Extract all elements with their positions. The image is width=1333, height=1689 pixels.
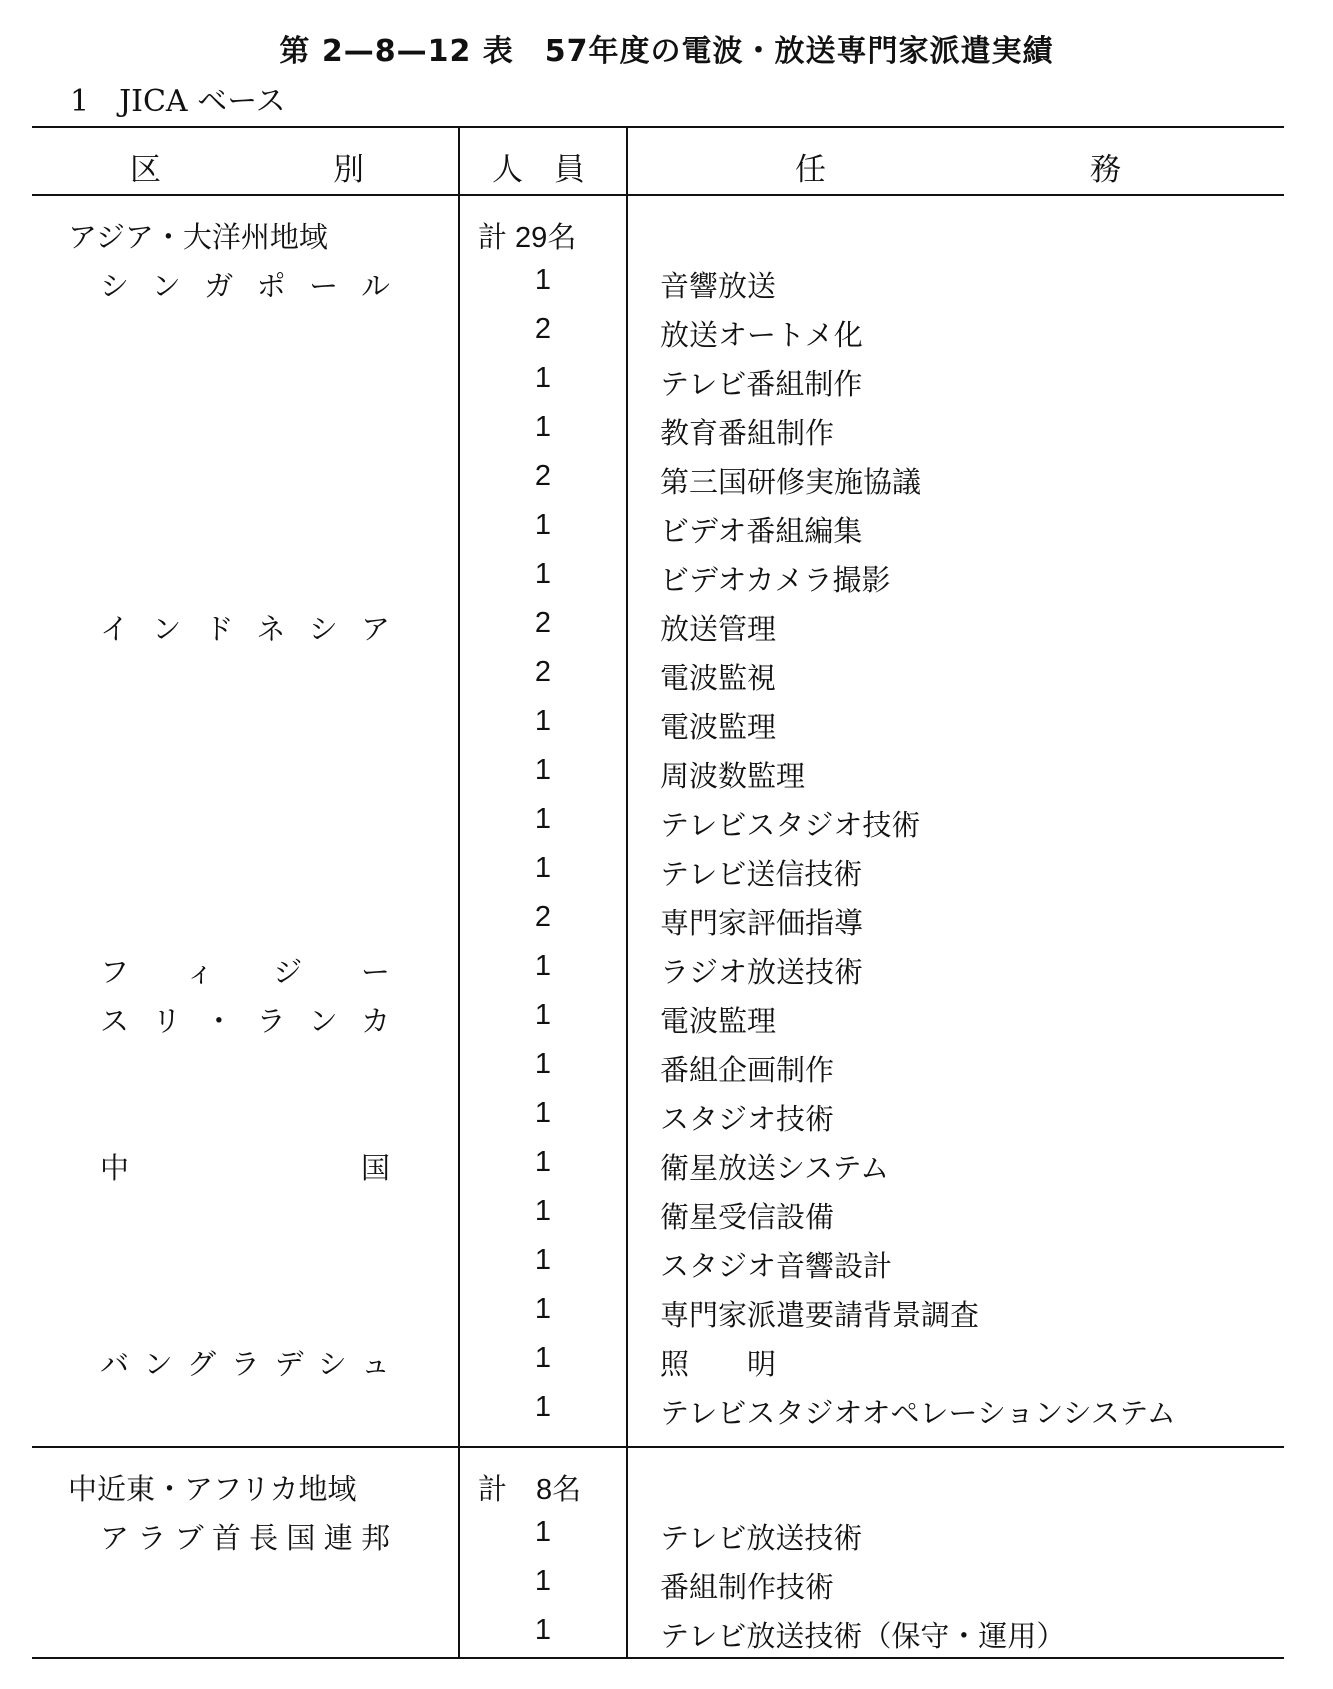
country-label: シンガポール	[100, 269, 390, 303]
table-row	[0, 1287, 1333, 1336]
task-cell: ラジオ放送技術	[660, 955, 864, 989]
table-row	[0, 454, 1333, 503]
task-cell: テレビ放送技術（保守・運用）	[660, 1619, 1066, 1653]
task-cell: 放送管理	[660, 612, 777, 646]
task-cell: スタジオ音響設計	[660, 1249, 893, 1283]
header-personnel: 人 員	[492, 152, 585, 188]
table-row	[0, 307, 1333, 356]
table-row	[0, 1559, 1333, 1608]
country-label: バングラデシュ	[100, 1347, 390, 1381]
count-cell: 1	[534, 362, 552, 394]
count-cell: 1	[534, 509, 552, 541]
region-label: 中近東・アフリカ地域	[68, 1472, 357, 1506]
region-total: 計 8名	[478, 1474, 582, 1506]
task-cell: 電波監理	[660, 1004, 777, 1038]
table-row	[0, 503, 1333, 552]
table-row	[0, 209, 1333, 258]
count-cell: 1	[534, 1195, 552, 1227]
task-cell: テレビ送信技術	[660, 857, 863, 891]
count-cell: 1	[534, 950, 552, 982]
table-row	[0, 1042, 1333, 1091]
count-cell: 1	[534, 1097, 552, 1129]
task-cell: 専門家派遣要請背景調査	[660, 1298, 980, 1332]
count-cell: 1	[534, 1146, 552, 1178]
table-row	[0, 405, 1333, 454]
country-label: スリ・ランカ	[100, 1004, 390, 1038]
count-cell: 2	[534, 607, 552, 639]
count-cell: 2	[534, 313, 552, 345]
table-row	[0, 1238, 1333, 1287]
count-cell: 1	[534, 1516, 552, 1548]
table-row	[0, 699, 1333, 748]
task-cell: 番組企画制作	[660, 1053, 835, 1087]
country-label: インドネシア	[100, 612, 390, 646]
table-row	[0, 1385, 1333, 1434]
table-row	[0, 1189, 1333, 1238]
task-cell: 周波数監理	[660, 759, 806, 793]
count-cell: 1	[534, 803, 552, 835]
task-cell: 番組制作技術	[660, 1570, 835, 1604]
table-row	[0, 1091, 1333, 1140]
task-cell: 電波監視	[660, 661, 777, 695]
country-label: アラブ首長国連邦	[100, 1521, 390, 1555]
table-row	[0, 993, 1333, 1042]
count-cell: 1	[534, 1293, 552, 1325]
task-cell: ビデオカメラ撮影	[660, 563, 891, 597]
task-cell: テレビスタジオオペレーションシステム	[660, 1396, 1176, 1430]
count-cell: 1	[534, 1391, 552, 1423]
header-category-left: 区	[130, 152, 161, 188]
country-label: フィジー	[100, 955, 390, 989]
table-row	[0, 258, 1333, 307]
header-task-left: 任	[795, 152, 826, 188]
table-row	[0, 601, 1333, 650]
count-cell: 1	[534, 264, 552, 296]
country-label: 中国	[100, 1151, 390, 1185]
task-cell: テレビ番組制作	[660, 367, 863, 401]
table-row	[0, 748, 1333, 797]
task-cell: テレビ放送技術	[660, 1521, 863, 1555]
header-task-right: 務	[1090, 152, 1121, 188]
table-row	[0, 650, 1333, 699]
table-title: 第 2—8—12 表 57年度の電波・放送専門家派遣実績	[279, 34, 1054, 69]
table-row	[0, 1510, 1333, 1559]
section-divider-rule	[32, 1446, 1284, 1448]
task-cell: 第三国研修実施協議	[660, 465, 922, 499]
table-row	[0, 1608, 1333, 1657]
count-cell: 2	[534, 901, 552, 933]
table-row	[0, 846, 1333, 895]
table-row	[0, 944, 1333, 993]
task-cell: 電波監理	[660, 710, 777, 744]
table-top-rule	[32, 126, 1284, 128]
table-row	[0, 797, 1333, 846]
task-cell: 衛星受信設備	[660, 1200, 835, 1234]
table-row	[0, 1461, 1333, 1510]
count-cell: 1	[534, 1342, 552, 1374]
count-cell: 1	[534, 754, 552, 786]
count-cell: 1	[534, 852, 552, 884]
region-total: 計 29名	[478, 222, 577, 254]
region-label: アジア・大洋州地域	[68, 220, 328, 254]
count-cell: 1	[534, 1048, 552, 1080]
count-cell: 1	[534, 411, 552, 443]
table-subtitle: 1 JICA ベース	[70, 84, 286, 119]
task-cell: 放送オートメ化	[660, 318, 863, 352]
header-bottom-rule	[32, 194, 1284, 196]
count-cell: 1	[534, 1244, 552, 1276]
table-row	[0, 895, 1333, 944]
task-cell: 照 明	[660, 1347, 777, 1381]
task-cell: 衛星放送システム	[660, 1151, 890, 1185]
task-cell: 音響放送	[660, 269, 777, 303]
task-cell: テレビスタジオ技術	[660, 808, 921, 842]
table-row	[0, 1140, 1333, 1189]
table-row	[0, 1336, 1333, 1385]
task-cell: 教育番組制作	[660, 416, 835, 450]
table-bottom-rule	[32, 1657, 1284, 1659]
count-cell: 1	[534, 705, 552, 737]
count-cell: 1	[534, 999, 552, 1031]
task-cell: スタジオ技術	[660, 1102, 835, 1136]
task-cell: 専門家評価指導	[660, 906, 864, 940]
table-row	[0, 552, 1333, 601]
count-cell: 1	[534, 558, 552, 590]
header-category-right: 別	[333, 152, 364, 188]
count-cell: 2	[534, 656, 552, 688]
count-cell: 1	[534, 1614, 552, 1646]
count-cell: 2	[534, 460, 552, 492]
table-row	[0, 356, 1333, 405]
task-cell: ビデオ番組編集	[660, 514, 863, 548]
count-cell: 1	[534, 1565, 552, 1597]
